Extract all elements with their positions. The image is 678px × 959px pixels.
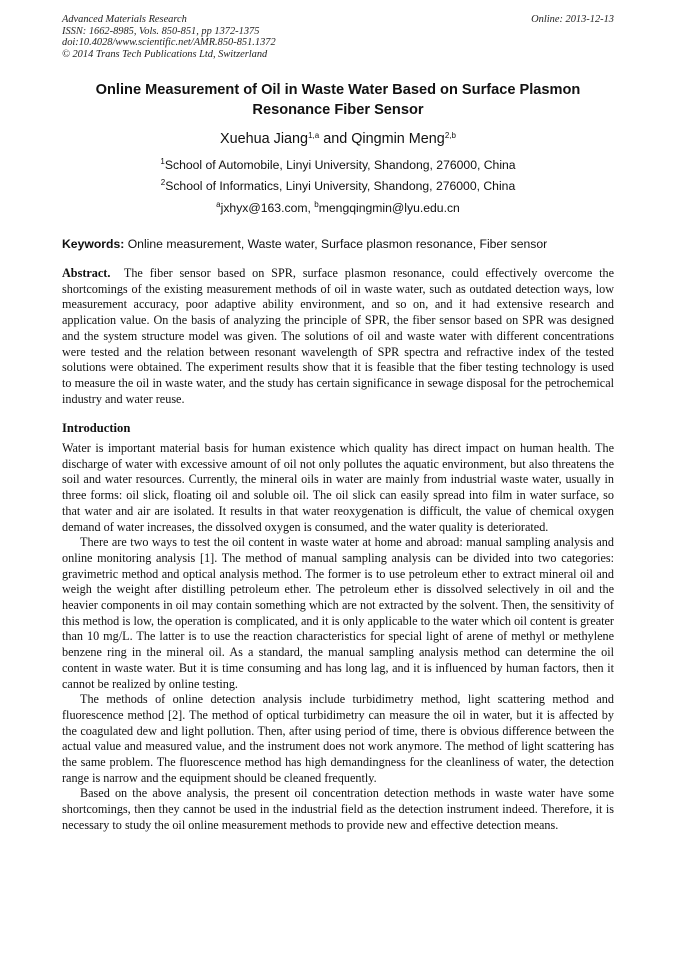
author-affiliation-mark: 2,b <box>444 131 456 140</box>
doi-line: doi:10.4028/www.scientific.net/AMR.850-851.1372 <box>62 37 276 49</box>
paragraph: Based on the above analysis, the present oil concentration detection methods in waste water have some shortcomings, then they cannot be used in the industrial field as the detection instrument indeed. Therefore, it is necessary to study the oil online measurement methods to provide new and effective detection means. <box>62 786 614 832</box>
email-mark: a <box>216 200 221 209</box>
issn-line: ISSN: 1662-8985, Vols. 850-851, pp 1372-1375 <box>62 25 260 37</box>
introduction-body <box>62 441 614 834</box>
keywords-label: Keywords: <box>62 237 125 251</box>
keywords-text: Online measurement, Waste water, Surface plasmon resonance, Fiber sensor <box>127 237 548 251</box>
affiliation-text: School of Automobile, Linyi University, Shandong, 276000, China <box>164 158 516 172</box>
author-name: Qingmin Meng <box>351 131 445 147</box>
abstract <box>62 266 614 407</box>
author-affiliation-mark: 1,a <box>308 131 320 140</box>
affiliation-text: School of Informatics, Linyi University, Shandong, 276000, China <box>165 179 516 193</box>
affiliation-mark: 2 <box>160 178 166 187</box>
author-line <box>62 130 614 148</box>
email-link[interactable]: mengqingmin@lyu.edu.cn <box>318 201 460 215</box>
journal-name: Advanced Materials Research <box>62 14 187 25</box>
paragraph: There are two ways to test the oil content in waste water at home and abroad: manual sampling analysis and online monitoring analysis [1]. The method of manual sampling analysis can be divided into two categories: gravimetric method and optical analysis method. The former is to use petroleum ether to extract mineral oil and weigh the weight after distilling petroleum ether. The petroleum ether is dissolved selectively in oil and the heavier components in oil may contain something which are not extracted by the solvent. Then, the sensitivity of this method is low, the operation is complicated, and it is only applicable to the water which oil content is greater than 10 mg/L. The latter is to use the reaction characteristics for special light of arene of methyl or methylene benzene ring in the mineral oil. As a standard, the manual sampling analysis method can determine the oil content in waste water. But it is time consuming and has long lag, and it is influenced by human factors, then it cannot be realized by online testing. <box>62 535 614 691</box>
affiliation-mark: 1 <box>160 157 165 166</box>
abstract-text: The fiber sensor based on SPR, surface plasmon resonance, could effectively overcome the shortcomings of the existing measurement methods of oil in waste water, such as outdated detection ways, low measurement accuracy, poor adaptive ability environment, and so on, and it had extensive research and application value. On the basis of analyzing the principle of SPR, the fiber sensor based on SPR was designed and the system structure model was given. The solutions of oil and waste water with different concentrations were tested and the relation between resonant wavelength of SPR spectra and refractive index of the tested solutions were obtained. The experiment results show that it is feasible that the fiber testing technology is used to measure the oil in waste water, and the study has certain significance in sewage disposal for the petrochemical industry and water reuse. <box>62 266 615 406</box>
abstract-label: Abstract. <box>62 266 111 280</box>
journal-header <box>62 14 276 60</box>
affiliation <box>62 178 614 194</box>
online-date: Online: 2013-12-13 <box>531 14 614 25</box>
author-emails <box>62 200 614 216</box>
affiliation <box>62 157 614 173</box>
copyright-line: © 2014 Trans Tech Publications Ltd, Switzerland <box>62 48 268 60</box>
author-name: Xuehua Jiang <box>220 131 309 147</box>
author-conjunction: and <box>323 131 348 147</box>
keywords <box>62 236 622 252</box>
email-mark: b <box>314 200 319 209</box>
paragraph: Water is important material basis for human existence which quality has direct impact on human health. The discharge of water with excessive amount of oil not only pollutes the aquatic environment, but also threatens the soil and water resources. Currently, the mineral oils in water are mainly from industrial waste water, usually in three forms: oil slick, floating oil and soluble oil. The oil slick can easily spread into film in water surface, so that water and air are isolated. It results in that water reoxygenation is difficult, the value of chemical oxygen demand of water increases, the dissolved oxygen is consumed, and the water quality is deteriorated. <box>62 441 614 534</box>
email-link[interactable]: jxhyx@163.com, <box>220 201 311 215</box>
paragraph: The methods of online detection analysis include turbidimetry method, light scattering method and fluorescence method [2]. The method of optical turbidimetry can measure the oil in water, but it is affected by the coagulated dew and light pollution. Then, after using period of time, there is obvious difference between the actual value and measured value, and the instrument does not work anymore. The method of light scattering has the same problem. The fluorescence method has high demandingness for the cleanliness of water, the detection range is narrow and the equipment should be cleaned frequently. <box>62 692 614 785</box>
paper-title: Online Measurement of Oil in Waste Water Based on Surface Plasmon Resonance Fiber Sensor <box>95 82 581 118</box>
section-heading: Introduction <box>62 421 131 435</box>
